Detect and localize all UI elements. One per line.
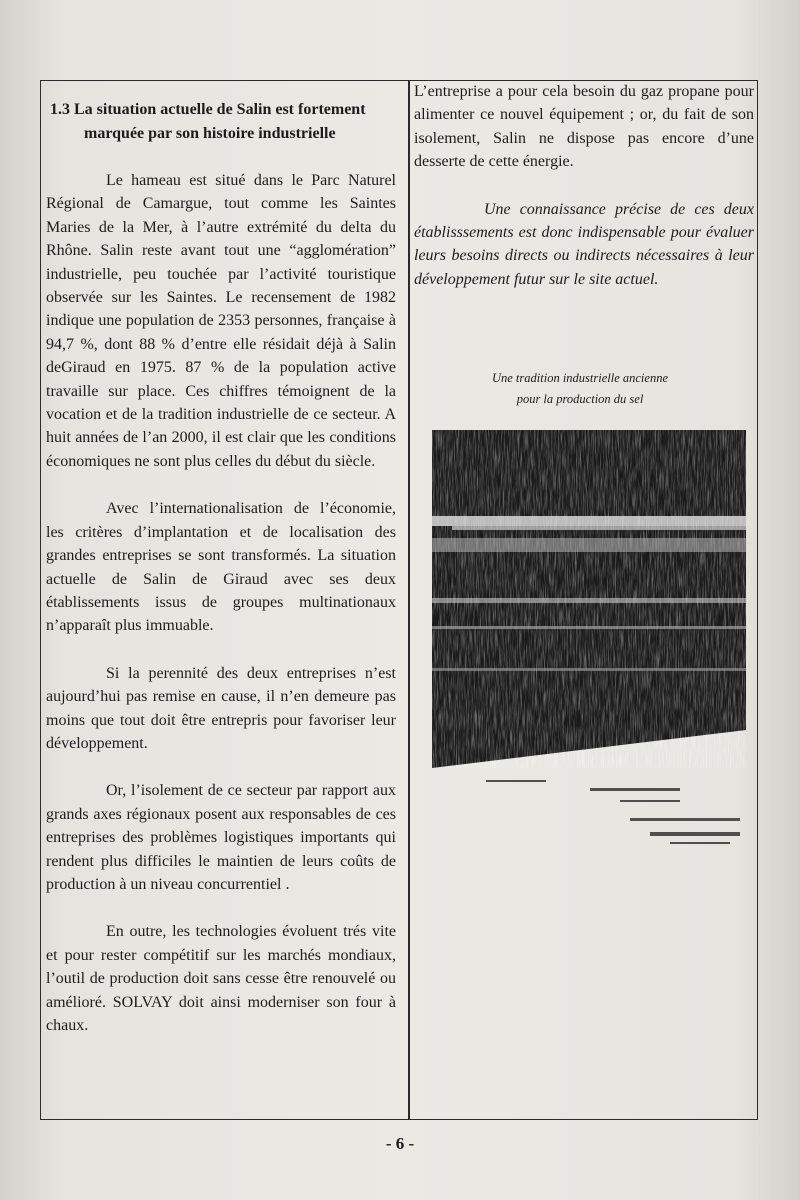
page-number: - 6 -	[385, 1134, 415, 1153]
paragraph-internationalisation: Avec l’internationalisation de l’économie, les critères d’implantation et de localisation des grandes entreprises se sont transformés. La situation actuelle de Salin de Giraud avec ses deux établissements issus de groupes multinationaux n’apparaît plus immuable.	[46, 500, 396, 635]
photo-caption-line-2: pour la production du sel	[516, 392, 644, 406]
photo-print-specks	[470, 770, 750, 860]
paragraph-hameau: Le hameau est situé dans le Parc Naturel Régional de Camargue, tout comme les Saintes Maries de la Mer, à l’autre extrémité du delta du Rhône. Salin reste avant tout une “agglomération” industrielle, peu touchée par l’activité touristique observée sur les Saintes. Le recensement de 1982 indique une population de 2353 personnes, française à 94,7 %, dont 88 % d’entre elle résidait déjà à Salin deGiraud en 1975. 87 % de la population active travaille sur place. Ces chiffres témoignent de la vocation et de la tradition industrielle de ce secteur. A huit années de l’an 2000, il est clair que les conditions économiques ne sont plus celles du début du siècle.	[46, 172, 396, 470]
paragraph-perennite: Si la perennité des deux entreprises n’est aujourd’hui pas remise en cause, il n’en demeure pas moins que tout doit être entrepris pour favoriser leur développement.	[46, 664, 396, 752]
section-heading: 1.3 La situation actuelle de Salin est fortement marquée par son histoire industrielle	[50, 101, 366, 142]
photo-caption	[420, 368, 740, 410]
salt-production-photo	[432, 430, 746, 768]
paragraph-propane: L’entreprise a pour cela besoin du gaz propane pour alimenter ce nouvel équipement ; or, du fait de son isolement, Salin ne dispose pas encore d’une desserte de cette énergie.	[414, 83, 754, 171]
paragraph-connaissance: Une connaissance précise de ces deux établisssements est donc indispensable pour évaluer leurs besoins directs ou indirects nécessaires à leur développement futur sur le site actuel.	[414, 200, 754, 288]
right-column	[414, 80, 754, 291]
column-divider	[408, 80, 410, 1120]
left-column	[46, 80, 396, 1037]
paragraph-isolement: Or, l’isolement de ce secteur par rapport aux grands axes régionaux posent aux responsables de ces entreprises des problèmes logistiques importants qui rendent plus difficiles le maintien de leurs coûts de production à un niveau concurrentiel .	[46, 782, 396, 893]
photo-caption-line-1: Une tradition industrielle ancienne	[491, 371, 668, 385]
paragraph-technologies: En outre, les technologies évoluent trés vite et pour rester compétitif sur les marchés mondiaux, l’outil de production doit sans cesse être renouvelé ou amélioré. SOLVAY doit ainsi moderniser son four à chaux.	[46, 923, 396, 1034]
